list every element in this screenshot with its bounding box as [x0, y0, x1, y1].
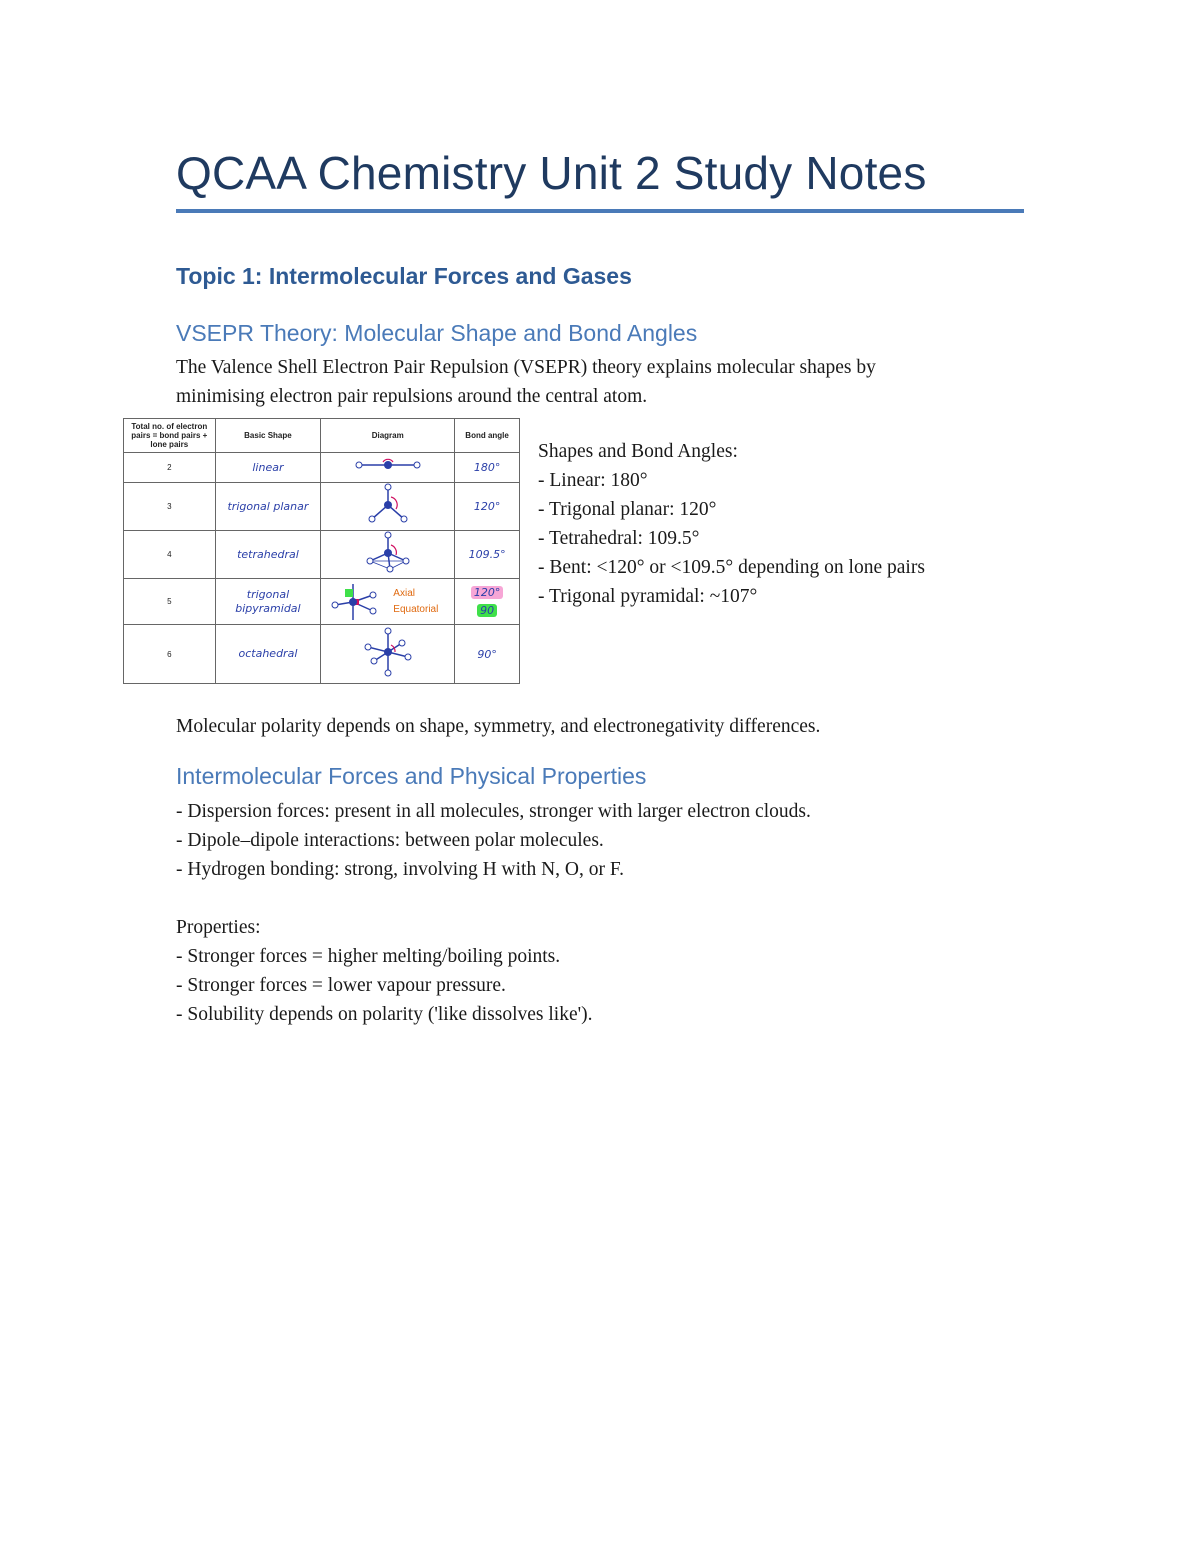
- pairs-cell: 5: [124, 579, 216, 625]
- angle-green-highlight: 90: [477, 604, 497, 617]
- properties-title: Properties:: [176, 917, 261, 938]
- property-item-vapour: - Stronger forces = lower vapour pressure.: [176, 975, 506, 996]
- shape-item-trigonal-planar: - Trigonal planar: 120°: [538, 499, 717, 520]
- document-title: QCAA Chemistry Unit 2 Study Notes: [176, 147, 927, 199]
- property-item-solubility: - Solubility depends on polarity ('like dissolves like').: [176, 1004, 593, 1025]
- shape-cell: trigonal bipyramidal: [215, 579, 321, 625]
- shape-cell: trigonal planar: [215, 483, 321, 531]
- angle-cell: 180°: [455, 453, 520, 483]
- diagram-tetrahedral: [321, 531, 455, 579]
- force-item-dipole: - Dipole–dipole interactions: between polar molecules.: [176, 830, 604, 851]
- shape-item-bent: - Bent: <120° or <109.5° depending on lone pairs: [538, 557, 925, 578]
- force-item-hydrogen: - Hydrogen bonding: strong, involving H with N, O, or F.: [176, 859, 625, 880]
- shape-item-linear: - Linear: 180°: [538, 470, 648, 491]
- trigonal-bipyramidal-diagram-icon: [327, 581, 385, 623]
- header-diagram: Diagram: [321, 419, 455, 453]
- pairs-cell: 4: [124, 531, 216, 579]
- table-row: [124, 483, 520, 531]
- diagram-octahedral: [321, 625, 455, 684]
- table-row: [124, 625, 520, 684]
- pairs-cell: 3: [124, 483, 216, 531]
- shape-item-trigonal-pyramidal: - Trigonal pyramidal: ~107°: [538, 586, 758, 607]
- vsepr-intro-line-2: minimising electron pair repulsions around the central atom.: [176, 386, 648, 407]
- table-row: [124, 453, 520, 483]
- pairs-cell: 6: [124, 625, 216, 684]
- shape-item-tetrahedral: - Tetrahedral: 109.5°: [538, 528, 700, 549]
- pairs-cell: 2: [124, 453, 216, 483]
- vsepr-heading: VSEPR Theory: Molecular Shape and Bond Angles: [176, 320, 698, 346]
- title-underline: [176, 209, 1024, 213]
- diagram-linear: [321, 453, 455, 483]
- header-pairs: Total no. of electron pairs = bond pairs + lone pairs: [124, 419, 216, 453]
- table-row: [124, 531, 520, 579]
- header-shape: Basic Shape: [215, 419, 321, 453]
- shape-cell: linear: [215, 453, 321, 483]
- table-header-row: [124, 419, 520, 453]
- vsepr-shapes-table: [123, 418, 520, 684]
- tetrahedral-diagram-icon: [358, 531, 418, 573]
- shape-cell: tetrahedral: [215, 531, 321, 579]
- polarity-statement: Molecular polarity depends on shape, symmetry, and electronegativity differences.: [176, 716, 821, 737]
- header-angle: Bond angle: [455, 419, 520, 453]
- diagram-trigonal-bipyramidal: [321, 579, 455, 625]
- angle-pink-highlight: 120°: [471, 586, 504, 599]
- vsepr-intro-line-1: The Valence Shell Electron Pair Repulsion (VSEPR) theory explains molecular shapes by: [176, 357, 876, 378]
- property-item-melting: - Stronger forces = higher melting/boiling points.: [176, 946, 561, 967]
- angle-cell: 120°: [455, 483, 520, 531]
- octahedral-diagram-icon: [360, 627, 416, 677]
- equatorial-label: Equatorial: [393, 603, 439, 615]
- axial-label: Axial: [393, 587, 415, 599]
- diagram-trigonal-planar: [321, 483, 455, 531]
- topic-heading: Topic 1: Intermolecular Forces and Gases: [176, 263, 632, 289]
- trigonal-planar-diagram-icon: [358, 483, 418, 525]
- angle-cell: [455, 579, 520, 625]
- shapes-title: Shapes and Bond Angles:: [538, 441, 738, 462]
- linear-diagram-icon: [353, 453, 423, 477]
- imf-heading: Intermolecular Forces and Physical Properties: [176, 763, 647, 789]
- force-item-dispersion: - Dispersion forces: present in all molecules, stronger with larger electron clouds.: [176, 801, 811, 822]
- angle-cell: 90°: [455, 625, 520, 684]
- shape-cell: octahedral: [215, 625, 321, 684]
- angle-cell: 109.5°: [455, 531, 520, 579]
- table-row: [124, 579, 520, 625]
